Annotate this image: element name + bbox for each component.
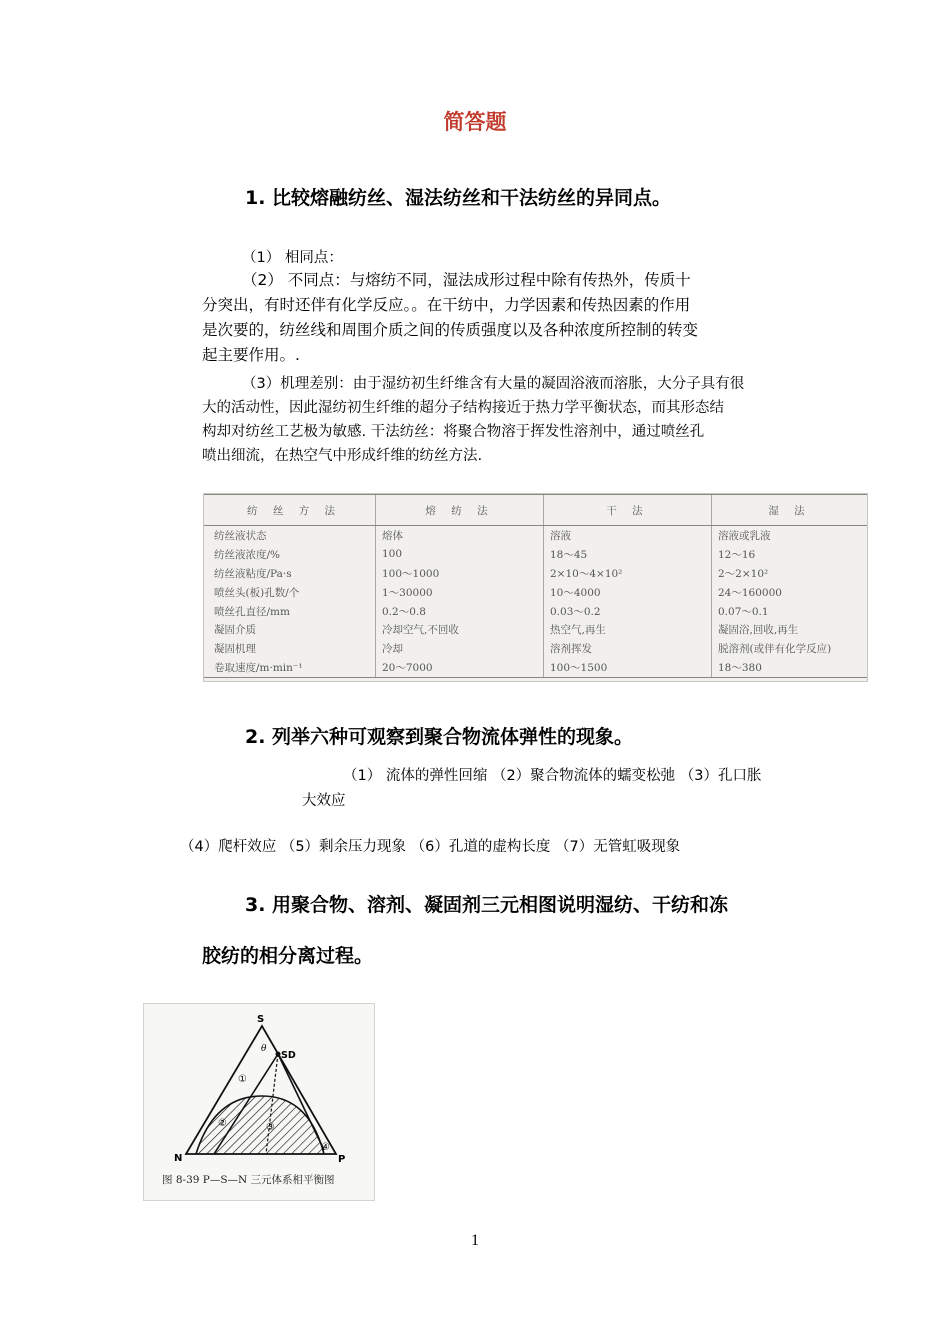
table-cell: 冷却空气,不回收 bbox=[376, 620, 544, 639]
table-cell: 100～1500 bbox=[544, 658, 712, 677]
table-cell: 纺丝液状态 bbox=[214, 529, 267, 542]
table-row bbox=[204, 658, 867, 677]
table-cell: 凝固浴,回收,再生 bbox=[712, 620, 868, 639]
table-row bbox=[204, 564, 867, 583]
sd-point bbox=[276, 1052, 281, 1057]
figure-caption: 图 8-39 P—S—N 三元体系相平衡图 bbox=[162, 1174, 335, 1186]
vertex-n-label: N bbox=[174, 1153, 183, 1164]
table-cell: 冷却 bbox=[376, 639, 544, 658]
table-cell: 0.2～0.8 bbox=[376, 602, 544, 621]
region-1-label: ① bbox=[238, 1074, 247, 1085]
q1-mechanism bbox=[202, 372, 822, 468]
table-cell: 2～2×10² bbox=[712, 564, 868, 583]
question-3-heading-cont: 胶纺的相分离过程。 bbox=[202, 945, 374, 967]
theta-label: θ bbox=[261, 1044, 267, 1054]
table-row bbox=[204, 620, 867, 639]
table-cell: 熔体 bbox=[376, 526, 544, 545]
question-2-heading: 2. 列举六种可观察到聚合物流体弹性的现象。 bbox=[245, 726, 634, 748]
table-header: 纺 丝 方 法 bbox=[204, 495, 376, 526]
q1-similarities: （1） 相同点： bbox=[242, 250, 343, 266]
table-cell: 0.07～0.1 bbox=[712, 602, 868, 621]
table-cell: 0.03～0.2 bbox=[544, 602, 712, 621]
q1-differences bbox=[202, 268, 812, 368]
table-cell: 凝固介质 bbox=[214, 624, 256, 637]
table-cell: 溶液 bbox=[544, 526, 712, 545]
table-cell: 喷丝孔直径/mm bbox=[214, 605, 290, 618]
q2-answer-line: （1） 流体的弹性回缩 （2）聚合物流体的蠕变松弛 （3）孔口胀 bbox=[343, 768, 762, 784]
region-4-label: ④ bbox=[321, 1142, 330, 1153]
page-number: 1 bbox=[471, 1232, 479, 1249]
region-2-label: ② bbox=[218, 1118, 227, 1129]
table-header: 湿 法 bbox=[712, 495, 868, 526]
question-1-heading: 1. 比较熔融纺丝、湿法纺丝和干法纺丝的异同点。 bbox=[245, 187, 672, 209]
table-cell: 24～160000 bbox=[712, 583, 868, 602]
spinning-comparison-table bbox=[203, 493, 868, 682]
table-cell: 20～7000 bbox=[376, 658, 544, 677]
table-cell: 18～45 bbox=[544, 545, 712, 564]
question-3-heading: 3. 用聚合物、溶剂、凝固剂三元相图说明湿纺、干纺和冻 bbox=[245, 894, 729, 916]
table-cell: 凝固机理 bbox=[214, 643, 256, 656]
q1-differences-line: 起主要作用。. bbox=[202, 346, 300, 364]
table-row bbox=[204, 602, 867, 621]
ternary-phase-diagram bbox=[143, 1003, 375, 1201]
q1-mechanism-line: （3）机理差别：由于湿纺初生纤维含有大量的凝固浴液而溶胀，大分子具有很 bbox=[242, 376, 745, 392]
q1-mechanism-line: 构却对纺丝工艺极为敏感. 干法纺丝：将聚合物溶于挥发性溶剂中，通过喷丝孔 bbox=[202, 424, 705, 440]
table-cell: 10～4000 bbox=[544, 583, 712, 602]
table-row bbox=[204, 526, 867, 545]
table-cell: 1～30000 bbox=[376, 583, 544, 602]
table-cell: 溶液或乳液 bbox=[712, 526, 868, 545]
q1-differences-line: （2） 不同点：与熔纺不同，湿法成形过程中除有传热外，传质十 bbox=[242, 271, 691, 289]
table-cell: 100 bbox=[376, 545, 544, 564]
page-title: 简答题 bbox=[443, 110, 507, 134]
ternary-diagram-svg bbox=[144, 1004, 374, 1200]
table-cell: 喷丝头(板)孔数/个 bbox=[214, 586, 300, 599]
q1-differences-line: 是次要的，纺丝线和周围介质之间的传质强度以及各种浓度所控制的转变 bbox=[202, 321, 699, 339]
q2-answer-line: 大效应 bbox=[302, 793, 346, 809]
q2-answer-line: （4）爬杆效应 （5）剩余压力现象 （6）孔道的虚构长度 （7）无管虹吸现象 bbox=[180, 839, 681, 855]
table-cell: 2×10～4×10² bbox=[544, 564, 712, 583]
table-cell: 纺丝液浓度/% bbox=[214, 548, 281, 561]
table-row bbox=[204, 545, 867, 564]
q1-mechanism-line: 喷出细流，在热空气中形成纤维的纺丝方法. bbox=[202, 448, 483, 464]
vertex-s-label: S bbox=[257, 1014, 265, 1025]
table-header: 熔 纺 法 bbox=[376, 495, 544, 526]
table-row bbox=[204, 639, 867, 658]
table-header: 干 法 bbox=[544, 495, 712, 526]
sd-label: SD bbox=[281, 1050, 296, 1061]
vertex-p-label: P bbox=[338, 1154, 346, 1165]
table-cell: 脱溶剂(或伴有化学反应) bbox=[712, 639, 868, 658]
table-cell: 卷取速度/m·min⁻¹ bbox=[204, 658, 376, 677]
region-3-label: ③ bbox=[266, 1122, 275, 1133]
table-cell: 溶剂挥发 bbox=[544, 639, 712, 658]
q1-differences-line: 分突出，有时还伴有化学反应。。在干纺中，力学因素和传热因素的作用 bbox=[202, 296, 691, 314]
table-cell: 纺丝液粘度/Pa·s bbox=[214, 567, 292, 580]
q1-mechanism-line: 大的活动性，因此湿纺初生纤维的超分子结构接近于热力学平衡状态，而其形态结 bbox=[202, 400, 724, 416]
table-cell: 12～16 bbox=[712, 545, 868, 564]
table-cell: 热空气,再生 bbox=[544, 620, 712, 639]
table-cell: 18～380 bbox=[712, 658, 868, 677]
table-row bbox=[204, 583, 867, 602]
table-cell: 100～1000 bbox=[376, 564, 544, 583]
